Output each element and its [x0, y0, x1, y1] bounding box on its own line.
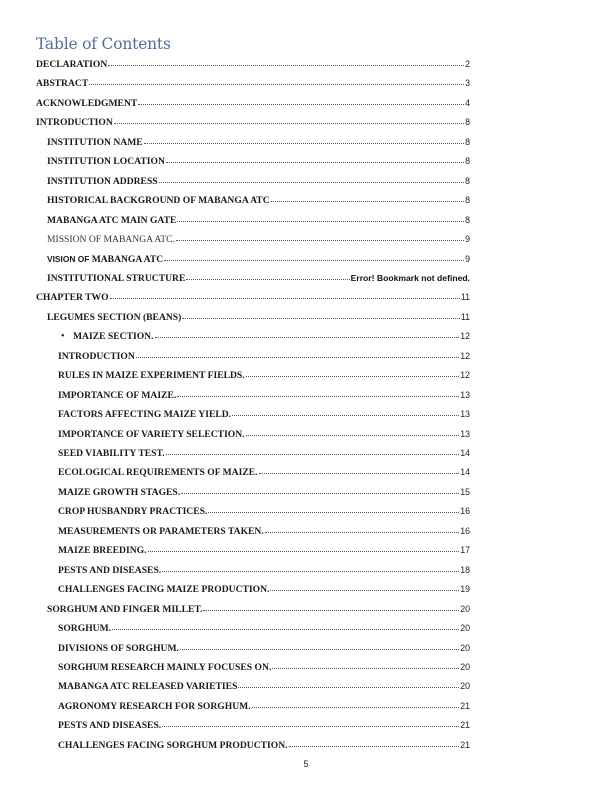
dot-leader [164, 251, 464, 261]
toc-entry[interactable] [58, 581, 470, 595]
dot-leader [89, 75, 464, 85]
dot-leader [181, 484, 459, 494]
dot-leader [252, 698, 460, 708]
toc-entry-title: SORGHUM RESEARCH MAINLY FOCUSES ON. [58, 661, 272, 673]
dot-leader [180, 640, 459, 650]
toc-heading: Table of Contents [36, 35, 171, 53]
toc-entry[interactable] [58, 678, 470, 692]
toc-entry[interactable] [47, 309, 470, 323]
toc-page-number: 8 [465, 156, 470, 167]
dot-leader [182, 309, 460, 319]
dot-leader [166, 445, 460, 455]
dot-leader [208, 503, 459, 513]
toc-entry-title: INSTITUTION NAME [47, 136, 143, 148]
toc-entry-title: INTRODUCTION [36, 117, 113, 129]
toc-page-number: 14 [460, 448, 470, 458]
toc-entry-title: MABANGA ATC MAIN GATE [47, 214, 177, 226]
toc-entry[interactable] [58, 484, 470, 498]
toc-entry-title: PESTS AND DISEASES. [58, 720, 162, 732]
dot-leader [203, 601, 459, 611]
toc-entry[interactable] [58, 620, 470, 634]
dot-leader [272, 659, 459, 669]
toc-entry-title: RULES IN MAIZE EXPERIMENT FIELDS. [58, 370, 245, 382]
toc-entry-title: MEASUREMENTS OR PARAMETERS TAKEN. [58, 525, 264, 537]
toc-page-number: 20 [460, 623, 470, 634]
toc-page-number: 14 [460, 467, 470, 478]
toc-page-number: 17 [460, 545, 470, 556]
toc-entry[interactable] [58, 640, 470, 654]
toc-entry-title: INSTITUTION LOCATION [47, 156, 165, 168]
toc-page-number: 20 [460, 642, 470, 653]
toc-entry[interactable] [58, 717, 470, 731]
toc-entry[interactable] [47, 192, 470, 206]
toc-page-number: 2 [465, 59, 470, 69]
dot-leader [148, 542, 460, 552]
toc-entry-title: SORGHUM. [58, 623, 112, 635]
toc-page-number: 3 [465, 78, 470, 89]
toc-page-number: 20 [460, 603, 470, 614]
toc-entry-title: INTRODUCTION [58, 350, 135, 362]
toc-entry-title-serif-part: MABANGA ATC [91, 253, 164, 265]
bookmark-error-text: Error! Bookmark not defined. [350, 272, 470, 283]
dot-leader [166, 153, 464, 163]
toc-entry[interactable] [47, 134, 470, 148]
toc-page-number: 12 [460, 331, 470, 342]
toc-page-number: 8 [465, 175, 470, 186]
dot-leader [177, 387, 459, 397]
toc-entry[interactable] [47, 231, 470, 245]
dot-leader [238, 678, 459, 688]
toc-entry-title: HISTORICAL BACKGROUND OF MABANGA ATC [47, 195, 270, 207]
toc-page-number: 8 [465, 136, 470, 147]
toc-page-number: 21 [460, 739, 470, 750]
toc-entry-title: SORGHUM AND FINGER MILLET. [47, 603, 203, 615]
toc-entry[interactable] [58, 426, 470, 440]
toc-entry[interactable] [58, 698, 470, 712]
toc-entry-title: MAIZE GROWTH STAGES. [58, 486, 181, 498]
dot-leader [270, 581, 459, 591]
dot-leader [186, 270, 349, 280]
toc-entry-title: PESTS AND DISEASES. [58, 564, 162, 576]
toc-entry-title: SEED VIABILITY TEST. [58, 448, 165, 459]
dot-leader [289, 737, 460, 747]
toc-entry-title: MAIZE BREEDING. [58, 545, 147, 557]
dot-leader [155, 328, 460, 338]
toc-entry[interactable] [36, 56, 470, 70]
dot-leader [177, 212, 464, 222]
toc-entry[interactable] [58, 503, 470, 517]
toc-entry[interactable] [47, 251, 470, 265]
toc-entry-title: ACKNOWLEDGMENT [36, 97, 138, 109]
toc-page-number: 15 [460, 486, 470, 497]
dot-leader [259, 464, 460, 474]
dot-leader [112, 620, 459, 630]
dot-leader [271, 192, 464, 202]
dot-leader [232, 406, 459, 416]
toc-entry-title: MAIZE SECTION. [73, 331, 154, 343]
toc-entry[interactable] [36, 114, 470, 128]
dot-leader [110, 289, 460, 299]
toc-entry[interactable] [47, 601, 470, 615]
toc-entry-title: CHALLENGES FACING MAIZE PRODUCTION. [58, 584, 270, 596]
toc-entry[interactable] [58, 523, 470, 537]
toc-entry[interactable] [58, 737, 470, 751]
toc-entry[interactable] [58, 464, 470, 478]
toc-entry-title: FACTORS AFFECTING MAIZE YIELD. [58, 409, 232, 421]
dot-leader [176, 231, 464, 241]
toc-entry[interactable] [58, 348, 470, 362]
toc-page-number: 4 [465, 97, 470, 108]
dot-leader [114, 114, 464, 124]
toc-entry-title: MISSION OF MABANGA ATC. [47, 234, 175, 246]
toc-entry[interactable] [47, 212, 470, 226]
toc-entry-title: CHALLENGES FACING SORGHUM PRODUCTION. [58, 739, 288, 751]
toc-entry-title: IMPORTANCE OF VARIETY SELECTION. [58, 428, 245, 440]
toc-entry[interactable] [36, 95, 470, 109]
toc-entry-title: LEGUMES SECTION (BEANS) [47, 311, 182, 323]
toc-page-number: 20 [460, 681, 470, 692]
toc-entry-title: IMPORTANCE OF MAIZE. [58, 389, 177, 401]
toc-entry-title-sans-part: VISION OF [47, 253, 92, 264]
dot-leader [246, 426, 460, 436]
toc-page-number: 21 [460, 720, 470, 731]
toc-entry[interactable] [47, 270, 470, 284]
toc-entry-title: AGRONOMY RESEARCH FOR SORGHUM. [58, 700, 251, 712]
toc-entry[interactable] [58, 562, 470, 576]
toc-entry[interactable] [58, 659, 470, 673]
toc-entry[interactable] [58, 542, 470, 556]
toc-page-number: 16 [460, 506, 470, 517]
toc-page-number: 13 [460, 409, 470, 420]
dot-leader [108, 56, 464, 66]
toc-entry-title: ECOLOGICAL REQUIREMENTS OF MAIZE. [58, 467, 258, 479]
page-number-footer: 5 [303, 759, 309, 769]
toc-entry-title [47, 254, 163, 265]
toc-entry-title: INSTITUTIONAL STRUCTURE [47, 272, 186, 284]
toc-entry[interactable] [36, 75, 470, 89]
toc-entry[interactable] [47, 153, 470, 167]
toc-page-number: 9 [465, 253, 470, 264]
toc-page-number: 19 [460, 584, 470, 595]
toc-entry-title: MABANGA ATC RELEASED VARIETIES [58, 681, 238, 693]
toc-page-number: 8 [465, 195, 470, 206]
toc-page-number: 16 [460, 525, 470, 536]
dot-leader [162, 717, 459, 727]
toc-page-number: 13 [460, 389, 470, 400]
toc-entry-title: ABSTRACT [36, 78, 89, 90]
toc-entry-title: INSTITUTION ADDRESS [47, 175, 158, 187]
dot-leader [138, 95, 464, 105]
dot-leader [162, 562, 459, 572]
toc-entry-title: DIVISIONS OF SORGHUM. [58, 642, 179, 654]
toc-entry[interactable] [58, 445, 470, 459]
toc-entry[interactable] [47, 328, 470, 342]
dot-leader [265, 523, 459, 533]
toc-page-number: 9 [465, 234, 470, 245]
toc-entry-title: CHAPTER TWO [36, 292, 109, 304]
toc-page-number: 13 [460, 428, 470, 439]
toc-entry[interactable] [58, 406, 470, 420]
toc-page-number: 8 [465, 117, 470, 128]
dot-leader [246, 367, 460, 377]
dot-leader [159, 173, 464, 183]
toc-page-number: 11 [460, 292, 470, 303]
toc-page-number: 8 [465, 214, 470, 225]
toc-page-number: 12 [460, 350, 470, 361]
toc-page-number: 21 [460, 700, 470, 711]
dot-leader [144, 134, 464, 144]
toc-entry[interactable] [47, 173, 470, 187]
toc-entry[interactable] [58, 367, 470, 381]
toc-entry-title: CROP HUSBANDRY PRACTICES. [58, 506, 208, 518]
toc-entry-title: DECLARATION [36, 59, 108, 70]
toc-page-number: 18 [460, 564, 470, 575]
bullet-icon: • [61, 331, 65, 343]
toc-entry[interactable] [58, 387, 470, 401]
toc-page-number: 12 [460, 370, 470, 381]
toc-page-number: 20 [460, 661, 470, 672]
dot-leader [136, 348, 459, 358]
toc-page-number: 11 [460, 311, 470, 322]
toc-entry[interactable] [36, 289, 470, 303]
